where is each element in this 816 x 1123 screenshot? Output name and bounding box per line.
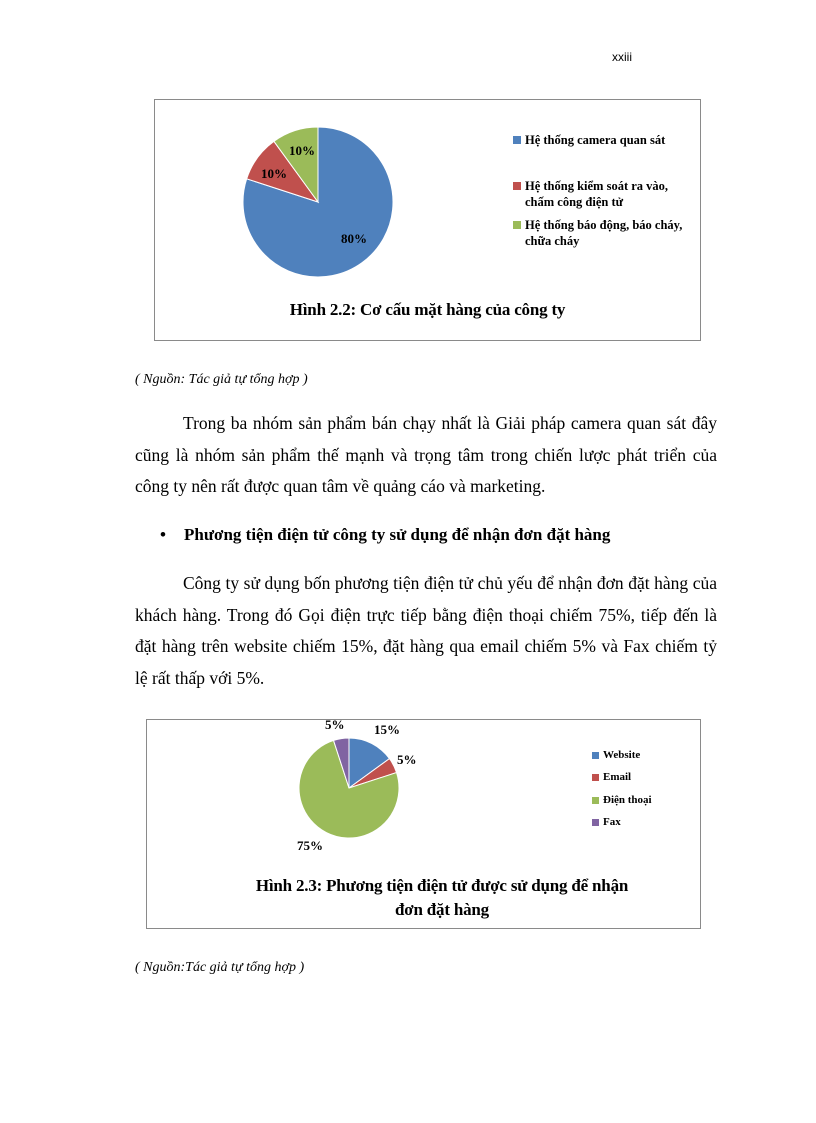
pie1-legend-label: Hệ thống báo động, báo cháy, chữa cháy — [525, 218, 683, 248]
paragraph-2 — [135, 568, 717, 694]
pie1-legend-camera — [513, 132, 693, 148]
paragraph-1-text: Trong ba nhóm sản phẩm bán chạy nhất là Giải pháp camera quan sát đây cũng là nhóm sản phẩm thế mạnh và trọng tâm trong chiến lược phát triển của công ty nên rất được quan tâm về quảng cáo và marketing. — [135, 413, 717, 496]
paragraph-1 — [135, 408, 717, 503]
legend-swatch-green — [592, 797, 599, 804]
figure-order-channels — [146, 719, 701, 929]
pie1-legend-label: Hệ thống camera quan sát — [525, 133, 666, 147]
paragraph-2-text: Công ty sử dụng bốn phương tiện điện tử chủ yếu để nhận đơn đặt hàng của khách hàng. Trong đó Gọi điện trực tiếp bằng điện thoại chiếm 75%, tiếp đến là đặt hàng trên website chiếm 15%, đặt hàng qua email chiếm 5% và Fax chiếm tỷ lệ rất thấp với 5%. — [135, 573, 717, 688]
pie2-label-fax: 5% — [325, 717, 345, 732]
pie2-legend-website — [592, 749, 640, 761]
legend-swatch-purple — [592, 819, 599, 826]
figure1-source: ( Nguồn: Tác giả tự tổng hợp ) — [135, 372, 308, 387]
pie2-label-phone: 75% — [297, 838, 323, 853]
bullet-heading-text: Phương tiện điện tử công ty sử dụng để nhận đơn đặt hàng — [184, 525, 611, 544]
pie2-legend-label: Email — [603, 771, 632, 783]
pie1-label-camera: 80% — [341, 231, 367, 246]
pie1-legend-alarm — [513, 217, 693, 249]
figure1-caption: Hình 2.2: Cơ cấu mặt hàng của công ty — [289, 300, 566, 319]
pie2-legend-label: Website — [603, 749, 641, 761]
legend-swatch-red — [513, 182, 521, 190]
page-number: xxiii — [612, 50, 632, 64]
pie2-label-email: 5% — [397, 752, 417, 767]
figure2-source: ( Nguồn:Tác giả tự tổng hợp ) — [135, 960, 305, 975]
figure2-caption-line1: Hình 2.3: Phương tiện điện tử được sử dụng để nhận — [255, 876, 629, 895]
pie2-label-website: 15% — [374, 722, 400, 737]
pie2-legend-phone — [592, 794, 652, 806]
pie2-legend-label: Điện thoại — [603, 794, 652, 806]
figure-product-structure — [154, 99, 701, 341]
legend-swatch-red — [592, 774, 599, 781]
pie1-legend-access-control — [513, 178, 693, 210]
figure2-caption-line2: đơn đặt hàng — [395, 900, 489, 919]
pie2-legend-label: Fax — [603, 816, 621, 828]
legend-swatch-green — [513, 221, 521, 229]
pie2-legend-email — [592, 771, 631, 783]
pie1-label-access-control: 10% — [261, 166, 287, 181]
bullet-heading — [160, 525, 610, 545]
bullet-icon: • — [160, 525, 166, 544]
pie1-legend-label: Hệ thống kiểm soát ra vào, chấm công điện tử — [525, 179, 669, 209]
pie1-label-alarm: 10% — [289, 143, 315, 158]
legend-swatch-blue — [513, 136, 521, 144]
legend-swatch-blue — [592, 752, 599, 759]
pie2-legend-fax — [592, 816, 621, 828]
